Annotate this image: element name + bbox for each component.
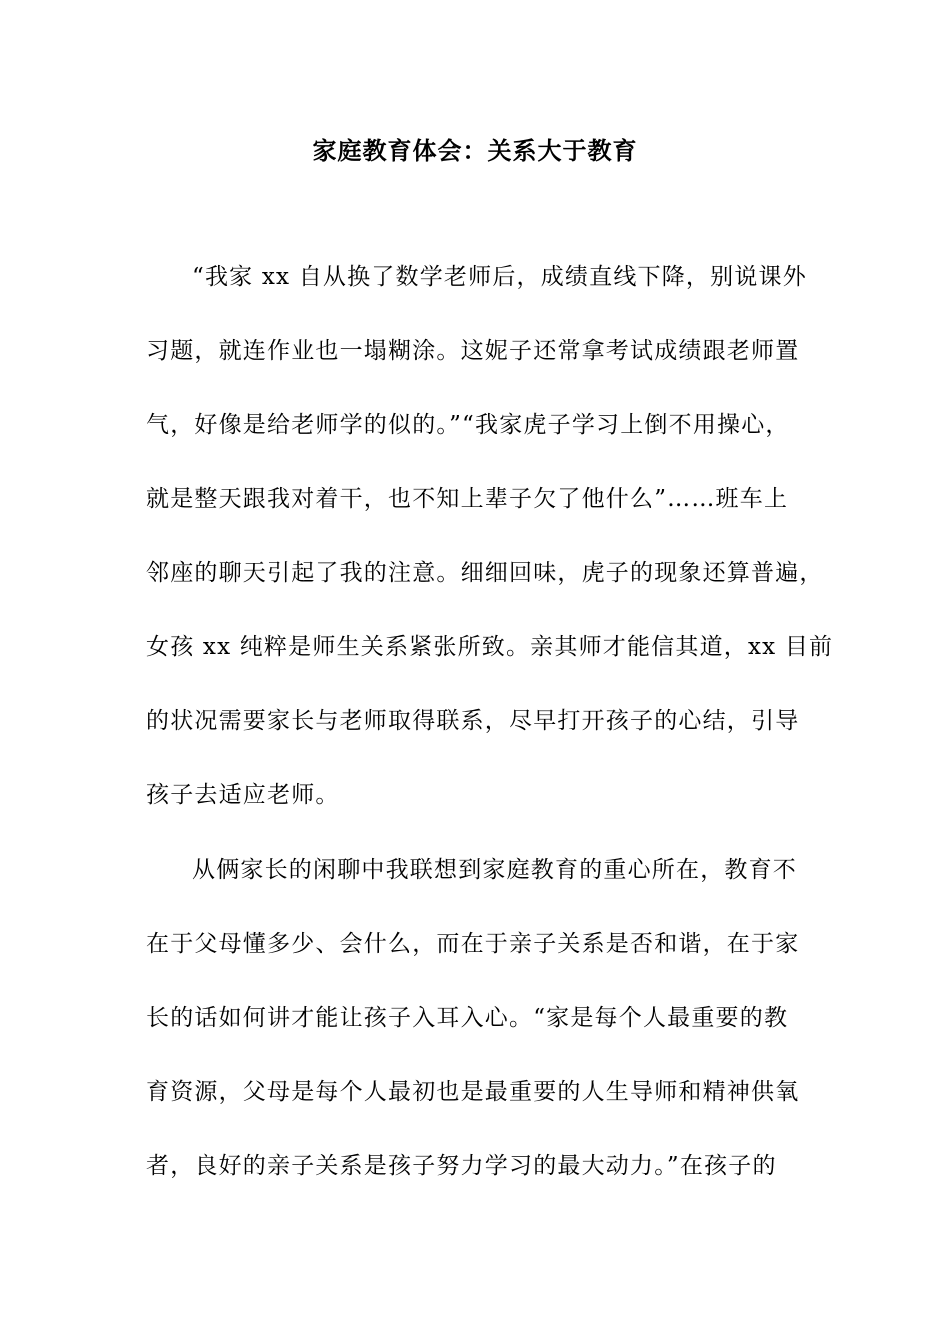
paragraph-line: 孩子去适应老师。 <box>146 782 340 808</box>
paragraph-line: 女孩 xx 纯粹是师生关系紧张所致。亲其师才能信其道，xx 目前 <box>146 634 834 660</box>
paragraph-line: 邻座的聊天引起了我的注意。细细回味，虎子的现象还算普遍， <box>146 560 824 586</box>
paragraph-line: 就是整天跟我对着干，也不知上辈子欠了他什么”……班车上 <box>146 486 789 512</box>
paragraph-line: 从俩家长的闲聊中我联想到家庭教育的重心所在，教育不 <box>192 857 797 883</box>
paragraph-line: 习题，就连作业也一塌糊涂。这妮子还常拿考试成绩跟老师置 <box>146 338 800 364</box>
paragraph-line: 者，良好的亲子关系是孩子努力学习的最大动力。”在孩子的 <box>146 1153 777 1179</box>
paragraph-line: 的状况需要家长与老师取得联系，尽早打开孩子的心结，引导 <box>146 708 800 734</box>
paragraph-line: 在于父母懂多少、会什么，而在于亲子关系是否和谐，在于家 <box>146 931 800 957</box>
paragraph-line: 长的话如何讲才能让孩子入耳入心。“家是每个人最重要的教 <box>146 1005 789 1031</box>
document-title: 家庭教育体会：关系大于教育 <box>312 137 638 165</box>
paragraph-line: “我家 xx 自从换了数学老师后，成绩直线下降，别说课外 <box>192 264 807 290</box>
paragraph-line: 气，好像是给老师学的似的。”“我家虎子学习上倒不用操心， <box>146 412 790 438</box>
paragraph-line: 育资源，父母是每个人最初也是最重要的人生导师和精神供氧 <box>146 1079 800 1105</box>
